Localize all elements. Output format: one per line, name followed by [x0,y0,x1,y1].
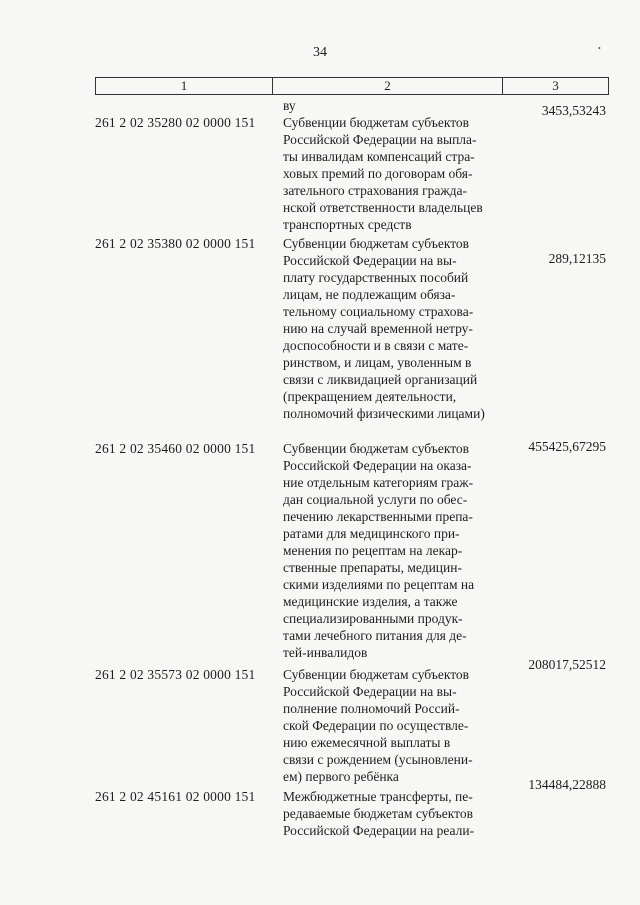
description-line: редаваемые бюджетам субъектов [283,806,473,821]
header-col-1: 1 [96,78,273,94]
description-cell [283,97,498,114]
scan-speck: • [598,44,601,53]
amount-cell: 134484,22888 [528,777,606,792]
budget-code-cell: 261 2 02 35460 02 0000 151 [95,441,256,456]
budget-code-cell: 261 2 02 45161 02 0000 151 [95,789,256,804]
amount-cell: 289,12135 [548,251,606,266]
description-cell [283,235,498,422]
description-line: медицинские изделия, а также [283,594,458,609]
header-col-2: 2 [273,78,503,94]
description-line: тельному социальному страхова- [283,304,474,319]
description-line: связи с рождением (усыновлени- [283,752,473,767]
description-line: дан социальной услуги по обес- [283,492,468,507]
description-line: полномочий физическими лицами) [283,406,485,421]
description-line: ву [283,98,296,113]
description-line: ты инвалидам компенсаций стра- [283,149,475,164]
description-line: зательного страхования гражда- [283,183,468,198]
description-line: скими изделиями по рецептам на [283,577,475,592]
description-line: ховых премий по договорам обя- [283,166,473,181]
description-line: Российской Федерации на вы- [283,253,457,268]
description-line: плату государственных пособий [283,270,469,285]
budget-code-cell: 261 2 02 35380 02 0000 151 [95,236,256,251]
amount-cell: 3453,53243 [541,103,606,118]
description-line: Российской Федерации на выпла- [283,132,477,147]
description-cell [283,666,498,785]
description-line: Субвенции бюджетам субъектов [283,441,470,456]
amount-cell: 455425,67295 [528,439,606,454]
description-line: тами лечебного питания для де- [283,628,467,643]
description-line: ратами для медицинского при- [283,526,460,541]
description-cell [283,114,498,233]
description-line: (прекращением деятельности, [283,389,457,404]
description-line: ской Федерации по осуществле- [283,718,469,733]
description-line: Субвенции бюджетам субъектов [283,115,470,130]
description-line: специализированными продук- [283,611,463,626]
description-line: Субвенции бюджетам субъектов [283,236,470,251]
description-line: полнение полномочий Россий- [283,701,460,716]
description-line: ем) первого ребёнка [283,769,399,784]
budget-code-cell: 261 2 02 35280 02 0000 151 [95,115,256,130]
description-line: нию на случай временной нетру- [283,321,473,336]
description-line: ственные препараты, медицин- [283,560,462,575]
description-line: доспособности и в связи с мате- [283,338,469,353]
description-line: Субвенции бюджетам субъектов [283,667,470,682]
description-cell [283,788,498,839]
description-line: Межбюджетные трансферты, пе- [283,789,473,804]
description-line: менения по рецептам на лекар- [283,543,463,558]
description-cell [283,440,498,661]
page-number: 34 [313,45,327,60]
description-line: тей-инвалидов [283,645,368,660]
description-line: ринством, и лицам, уволенным в [283,355,472,370]
description-line: нию ежемесячной выплаты в [283,735,451,750]
description-line: связи с ликвидацией организаций [283,372,478,387]
description-line: Российской Федерации на оказа- [283,458,472,473]
description-line: нской ответственности владельцев [283,200,483,215]
description-line: Российской Федерации на вы- [283,684,457,699]
description-line: ние отдельным категориям граж- [283,475,474,490]
description-line: лицам, не подлежащим обяза- [283,287,456,302]
description-line: Российской Федерации на реали- [283,823,475,838]
table-header [95,77,609,95]
description-line: печению лекарственными препа- [283,509,473,524]
budget-code-cell: 261 2 02 35573 02 0000 151 [95,667,256,682]
amount-cell: 208017,52512 [528,657,606,672]
description-line: транспортных средств [283,217,412,232]
header-col-3: 3 [552,78,559,93]
